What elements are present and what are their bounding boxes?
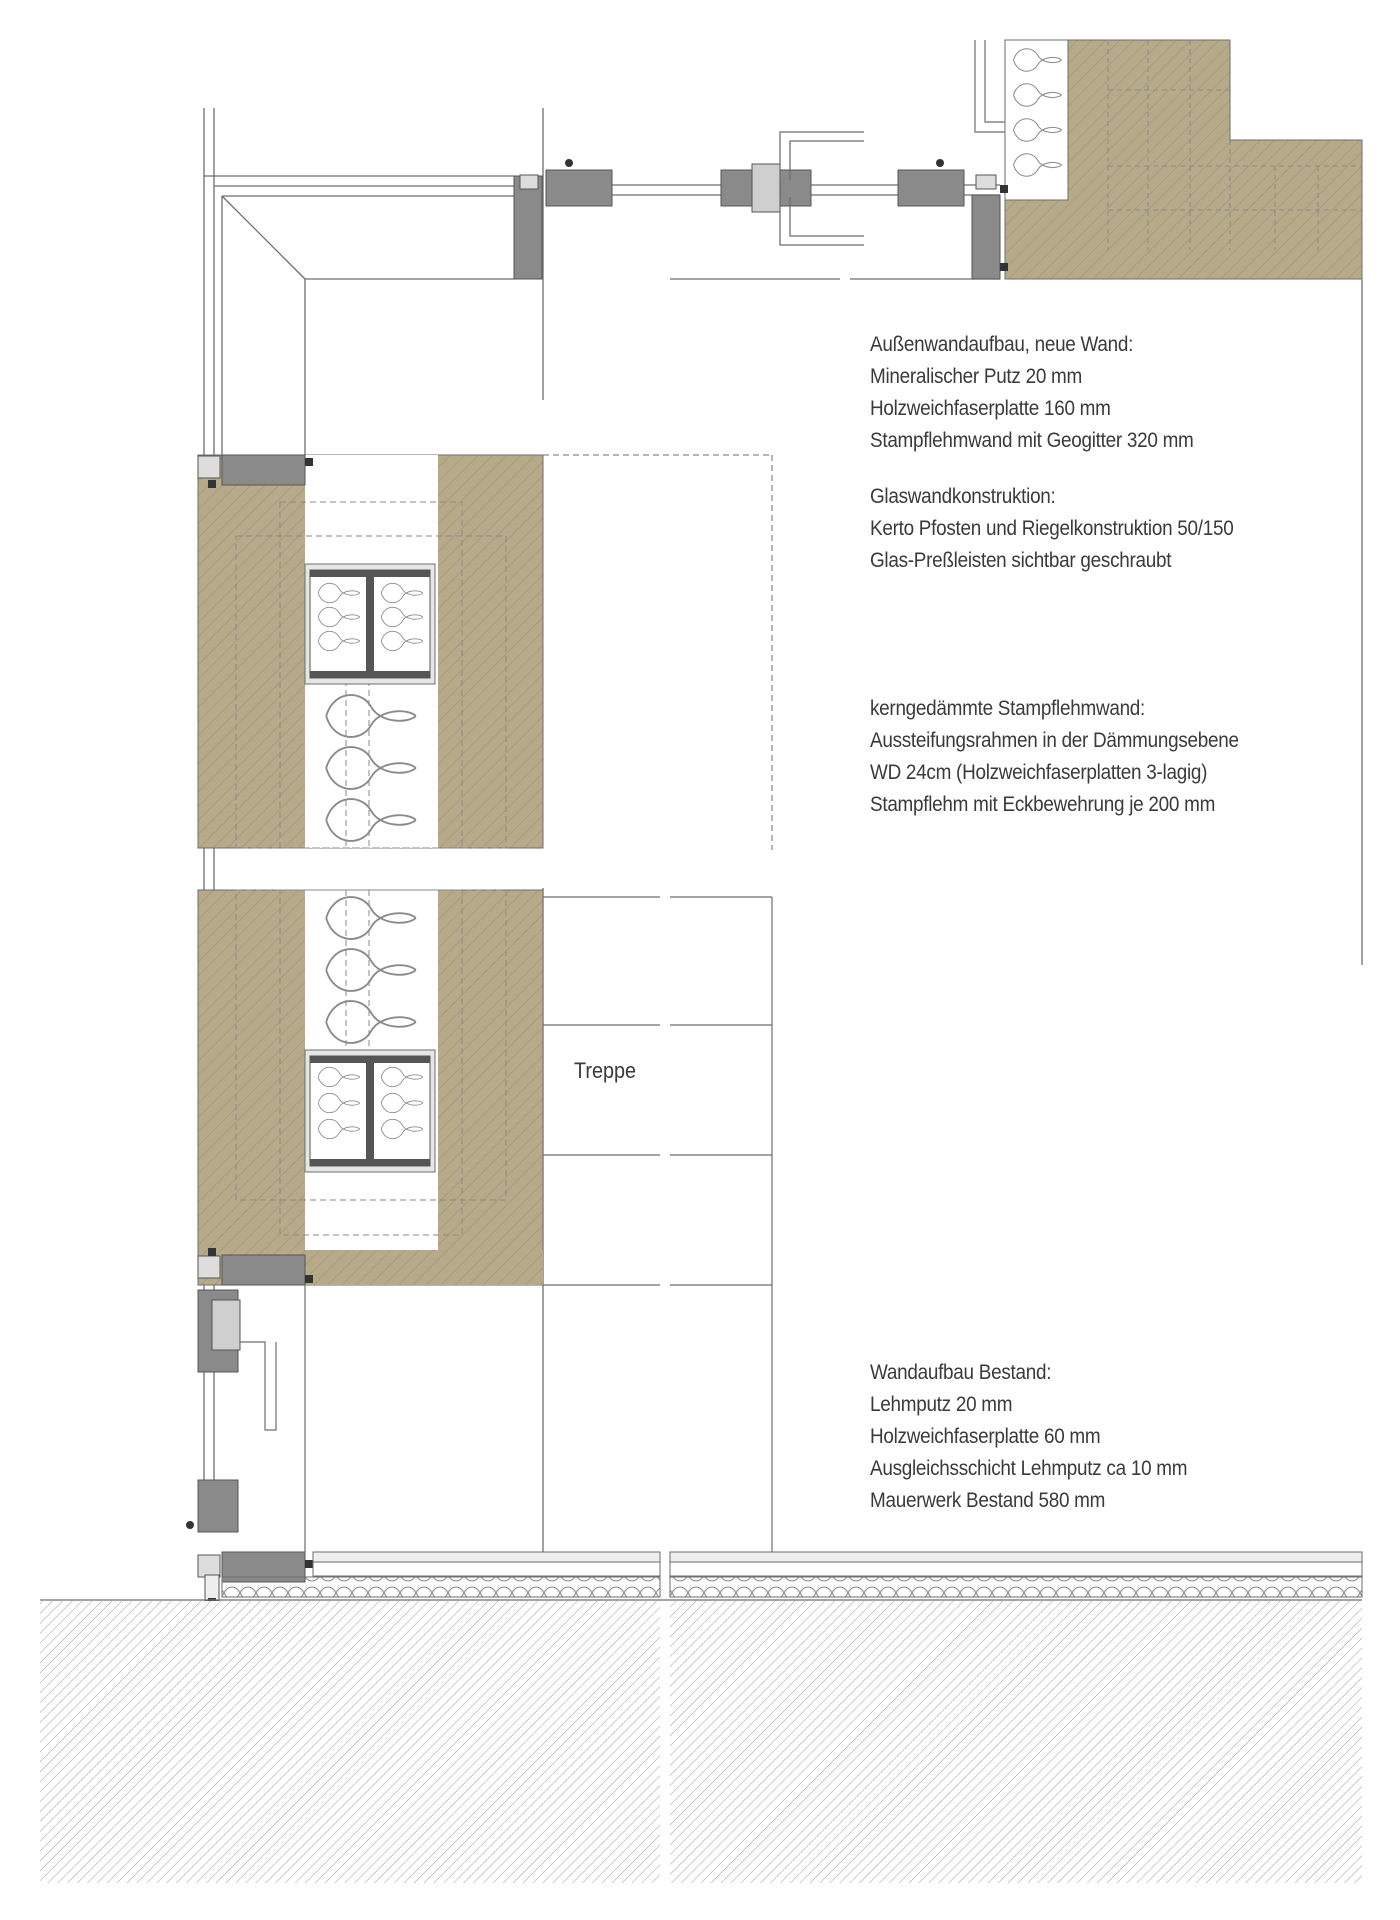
note-line: Holzweichfaserplatte 160 mm <box>870 397 1111 420</box>
top-window-frames <box>514 132 1000 279</box>
note-line: WD 24cm (Holzweichfaserplatten 3-lagig) <box>870 761 1208 784</box>
note-outer-wall <box>870 329 1194 457</box>
note-line: Stampflehmwand mit Geogitter 320 mm <box>870 429 1194 452</box>
note-glass-wall <box>870 481 1233 577</box>
note-existing-wall-title: Wandaufbau Bestand: <box>870 1361 1052 1384</box>
note-line: Holzweichfaserplatte 60 mm <box>870 1425 1101 1448</box>
note-core-wall <box>870 693 1239 821</box>
note-outer-wall-title: Außenwandaufbau, neue Wand: <box>870 333 1134 356</box>
note-line: Aussteifungsrahmen in der Dämmungsebene <box>870 729 1239 752</box>
note-line: Mineralischer Putz 20 mm <box>870 365 1082 388</box>
left-window-frames <box>186 1290 313 1606</box>
core-wall-upper <box>198 455 772 850</box>
note-line: Lehmputz 20 mm <box>870 1393 1013 1416</box>
note-line: Stampflehm mit Eckbewehrung je 200 mm <box>870 793 1216 816</box>
note-core-wall-title: kerngedämmte Stampflehmwand: <box>870 697 1146 720</box>
stair-label: Treppe <box>574 1058 637 1083</box>
note-line: Ausgleichsschicht Lehmputz ca 10 mm <box>870 1457 1188 1480</box>
note-existing-wall <box>870 1357 1187 1517</box>
core-wall-lower <box>198 890 543 1285</box>
note-line: Glas-Preßleisten sichtbar geschraubt <box>870 549 1172 572</box>
ground-hatch <box>40 1600 1362 1883</box>
note-line: Mauerwerk Bestand 580 mm <box>870 1489 1106 1512</box>
floor-buildup <box>222 1552 1362 1597</box>
note-line: Kerto Pfosten und Riegelkonstruktion 50/150 <box>870 517 1234 540</box>
note-glass-wall-title: Glaswandkonstruktion: <box>870 485 1056 508</box>
